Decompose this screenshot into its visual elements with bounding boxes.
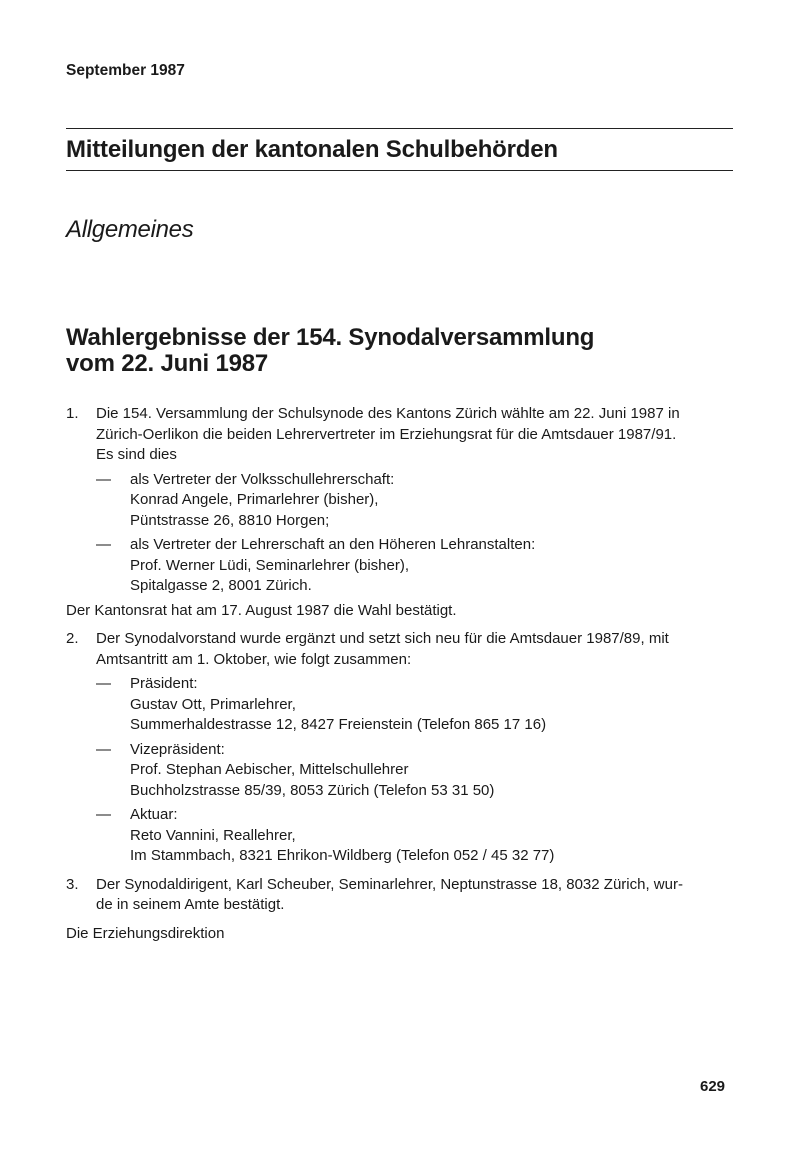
- list-item: [66, 740, 738, 802]
- text-line: Im Stammbach, 8321 Ehrikon-Wildberg (Telefon 052 / 45 32 77): [130, 847, 555, 864]
- text-line: Summerhaldestrasse 12, 8427 Freienstein (Telefon 865 17 16): [130, 716, 547, 733]
- paragraph-number: 3.: [66, 875, 79, 893]
- kantonsrat-note: Der Kantonsrat hat am 17. August 1987 die Wahl bestätigt.: [66, 601, 457, 619]
- paragraph-2: [66, 629, 738, 670]
- article-heading-line-2: vom 22. Juni 1987: [66, 350, 269, 377]
- text-line: Buchholzstrasse 85/39, 8053 Zürich (Telefon 53 31 50): [130, 781, 495, 799]
- text-line: Amtsantritt am 1. Oktober, wie folgt zusammen:: [96, 650, 412, 668]
- text-line: Die 154. Versammlung der Schulsynode des Kantons Zürich wählte am 22. Juni 1987 in: [96, 405, 680, 422]
- article-heading-line-1: Wahlergebnisse der 154. Synodalversammlung: [66, 324, 595, 351]
- dash-bullet: —: [96, 470, 111, 488]
- text-line: Konrad Angele, Primarlehrer (bisher),: [130, 491, 379, 508]
- subsection-title: Allgemeines: [66, 216, 194, 243]
- issue-date: September 1987: [66, 62, 185, 79]
- text-line: Gustav Ott, Primarlehrer,: [130, 695, 296, 713]
- dash-bullet: —: [96, 675, 111, 692]
- dash-bullet: —: [96, 806, 111, 823]
- text-line: als Vertreter der Volksschullehrerschaft:: [130, 470, 395, 488]
- paragraph-3: [66, 875, 738, 916]
- text-line: Vizepräsident:: [130, 740, 225, 758]
- text-line: Aktuar:: [130, 806, 178, 823]
- title-rule-bottom: [66, 170, 733, 171]
- text-line: Zürich-Oerlikon die beiden Lehrervertreter im Erziehungsrat für die Amtsdauer 1987/91.: [96, 425, 677, 443]
- list-item: [66, 535, 738, 597]
- text-line: Prof. Werner Lüdi, Seminarlehrer (bisher),: [130, 556, 409, 574]
- article-heading: [66, 325, 746, 377]
- list-item: [66, 805, 738, 867]
- text-line: Es sind dies: [96, 446, 177, 463]
- text-line: Spitalgasse 2, 8001 Zürich.: [130, 577, 312, 594]
- page-number: 629: [700, 1078, 726, 1095]
- text-line: Püntstrasse 26, 8810 Horgen;: [130, 511, 330, 529]
- section-title: Mitteilungen der kantonalen Schulbehörden: [66, 136, 558, 163]
- text-line: als Vertreter der Lehrerschaft an den Höheren Lehranstalten:: [130, 536, 536, 553]
- text-line: de in seinem Amte bestätigt.: [96, 896, 285, 913]
- signature: Die Erziehungsdirektion: [66, 924, 225, 942]
- article-body: [66, 404, 738, 944]
- text-line: Reto Vannini, Reallehrer,: [130, 826, 296, 844]
- list-item: [66, 470, 738, 532]
- text-line: Prof. Stephan Aebischer, Mittelschullehrer: [130, 761, 409, 778]
- paragraph-number: 2.: [66, 630, 79, 647]
- title-rule-top: [66, 128, 733, 129]
- paragraph-1: [66, 404, 738, 466]
- text-line: Der Synodaldirigent, Karl Scheuber, Seminarlehrer, Neptunstrasse 18, 8032 Zürich, wur-: [96, 875, 683, 893]
- text-line: Der Synodalvorstand wurde ergänzt und setzt sich neu für die Amtsdauer 1987/89, mit: [96, 630, 669, 647]
- text-line: Präsident:: [130, 675, 198, 692]
- list-item: [66, 674, 738, 736]
- paragraph-number: 1.: [66, 405, 79, 422]
- dash-bullet: —: [96, 536, 111, 553]
- dash-bullet: —: [96, 740, 111, 758]
